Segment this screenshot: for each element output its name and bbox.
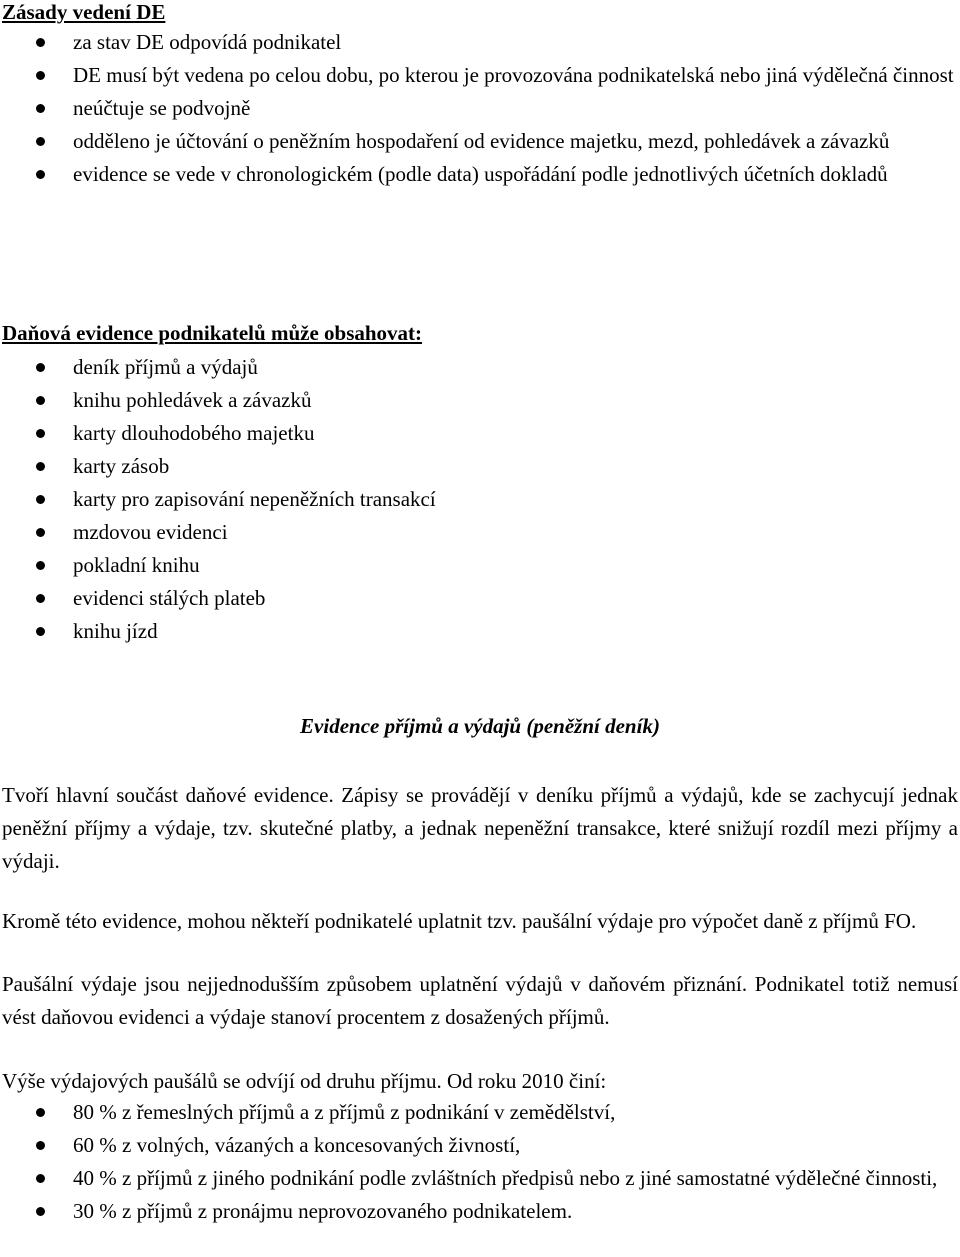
list-item: karty zásob [0,450,960,483]
bullet-icon [36,1108,45,1117]
list-item: knihu pohledávek a závazků [0,384,960,417]
bullet-icon [36,1207,45,1216]
bullet-icon [36,429,45,438]
bullet-icon [36,561,45,570]
bullet-icon [36,38,45,47]
list-item: 40 % z příjmů z jiného podnikání podle zvláštních předpisů nebo z jiné samostatné výdělečné činnosti, [0,1162,960,1195]
bullet-icon [36,1174,45,1183]
section-heading-zasady: Zásady vedení DE [2,0,166,24]
bullet-icon [36,137,45,146]
paragraph-pausalni: Kromě této evidence, mohou někteří podnikatelé uplatnit tzv. paušální výdaje pro výpočet daně z příjmů FO. [2,909,917,933]
bullet-icon [36,71,45,80]
section-heading-evidence-prijmu: Evidence příjmů a výdajů (peněžní deník) [300,714,660,738]
list-item: neúčtuje se podvojně [0,92,960,125]
paragraph-vyse: Výše výdajových paušálů se odvíjí od druhu příjmu. Od roku 2010 činí: [2,1069,607,1093]
list-item: DE musí být vedena po celou dobu, po kterou je provozována podnikatelská nebo jiná výdělečná činnost [0,59,960,92]
list-item: karty dlouhodobého majetku [0,417,960,450]
list-item: karty pro zapisování nepeněžních transakcí [0,483,960,516]
list-item: 30 % z příjmů z pronájmu neprovozovaného podnikatelem. [0,1195,960,1228]
paragraph-pausalni-detail: Paušální výdaje jsou nejjednodušším způsobem uplatnění výdajů v daňovém přiznání. Podnikatel totiž nemusí vést daňovou evidenci a výdaje stanoví procentem z dosažených příjmů. [2,972,958,1029]
paragraph-intro: Tvoří hlavní součást daňové evidence. Zápisy se provádějí v deníku příjmů a výdajů, kde se zachycují jednak peněžní příjmy a výdaje, tzv. skutečné platby, a jednak nepeněžní transakce, které snižují rozdíl mezi příjmy a výdaji. [2,783,958,873]
danova-evidence-list [0,351,960,648]
list-item: knihu jízd [0,615,960,648]
bullet-icon [36,170,45,179]
bullet-icon [36,1141,45,1150]
bullet-icon [36,363,45,372]
bullet-icon [36,528,45,537]
section-heading-danova-evidence: Daňová evidence podnikatelů může obsahovat: [2,321,423,345]
list-item: pokladní knihu [0,549,960,582]
bullet-icon [36,462,45,471]
list-item: evidenci stálých plateb [0,582,960,615]
bullet-icon [36,396,45,405]
zasady-list [0,26,960,191]
list-item: odděleno je účtování o peněžním hospodaření od evidence majetku, mezd, pohledávek a závazků [0,125,960,158]
list-item: deník příjmů a výdajů [0,351,960,384]
list-item: 60 % z volných, vázaných a koncesovaných živností, [0,1129,960,1162]
pausaly-list [0,1096,960,1228]
bullet-icon [36,627,45,636]
bullet-icon [36,104,45,113]
list-item: mzdovou evidenci [0,516,960,549]
bullet-icon [36,495,45,504]
list-item: 80 % z řemeslných příjmů a z příjmů z podnikání v zemědělství, [0,1096,960,1129]
list-item: evidence se vede v chronologickém (podle data) uspořádání podle jednotlivých účetních dokladů [0,158,960,191]
list-item: za stav DE odpovídá podnikatel [0,26,960,59]
bullet-icon [36,594,45,603]
